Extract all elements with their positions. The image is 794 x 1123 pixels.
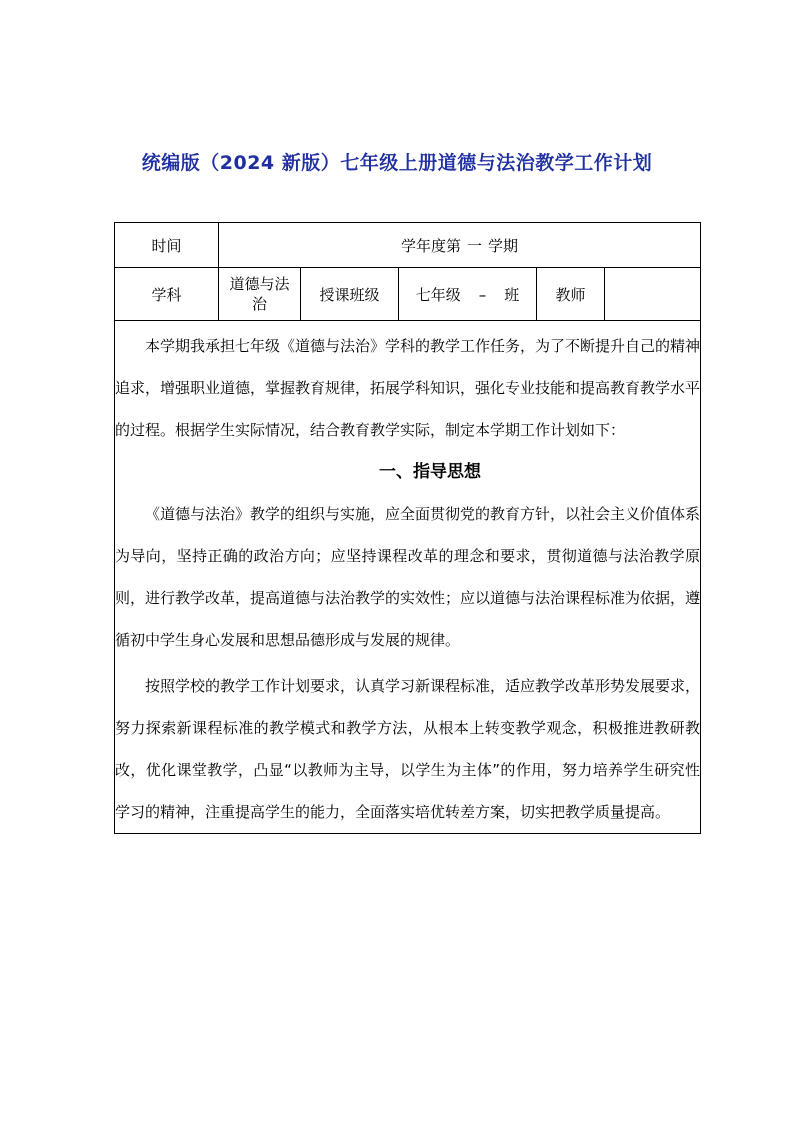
guiding-paragraph-1: 《道德与法治》教学的组织与实施，应全面贯彻党的教育方针，以社会主义价值体系为导向，坚持正确的政治方向；应坚持课程改革的理念和要求，贯彻道德与法治教学原则，进行教学改革，提高道德与法治教学的实效性；应以道德与法治课程标准为依据，遵循初中学生身心发展和思想品德形成与发展的规律。 [115, 505, 701, 649]
subject-label: 学科 [115, 268, 219, 321]
term-part-2: 一 [466, 236, 482, 255]
term-part-1: 学年度第 [400, 236, 461, 255]
time-label: 时间 [115, 223, 219, 268]
class-value [399, 268, 537, 321]
class-part-2: – [478, 285, 487, 304]
class-part-3: 班 [504, 285, 520, 304]
teacher-label: 教师 [537, 268, 605, 321]
term-part-3: 学期 [488, 236, 519, 255]
document-title: 统编版（2024 新版）七年级上册道德与法治教学工作计划 [141, 152, 653, 174]
teacher-value [605, 268, 701, 321]
guiding-paragraph-2: 按照学校的教学工作计划要求，认真学习新课程标准，适应教学改革形势发展要求，努力探索新课程标准的教学模式和教学方法，从根本上转变教学观念，积极推进教研教改，优化课堂教学，凸显“以教师为主导，以学生为主体”的作用，努力培养学生研究性学习的精神，注重提高学生的能力，全面落实培优转差方案，切实把教学质量提高。 [115, 677, 701, 821]
plan-table [114, 222, 701, 834]
class-label: 授课班级 [301, 268, 399, 321]
section-heading: 一、指导思想 [379, 462, 481, 482]
table-row [115, 321, 701, 834]
plan-body [115, 321, 701, 834]
class-part-1: 七年级 [415, 285, 461, 304]
subject-value [219, 268, 301, 321]
term-value [219, 223, 701, 268]
table-row [115, 268, 701, 321]
subject-value-text: 道德与法治 [229, 275, 290, 313]
table-row [115, 223, 701, 268]
intro-paragraph: 本学期我承担七年级《道德与法治》学科的教学工作任务，为了不断提升自己的精神追求，增强职业道德，掌握教育规律，拓展学科知识，强化专业技能和提高教育教学水平的过程。根据学生实际情况，结合教育教学实际，制定本学期工作计划如下： [115, 337, 701, 439]
